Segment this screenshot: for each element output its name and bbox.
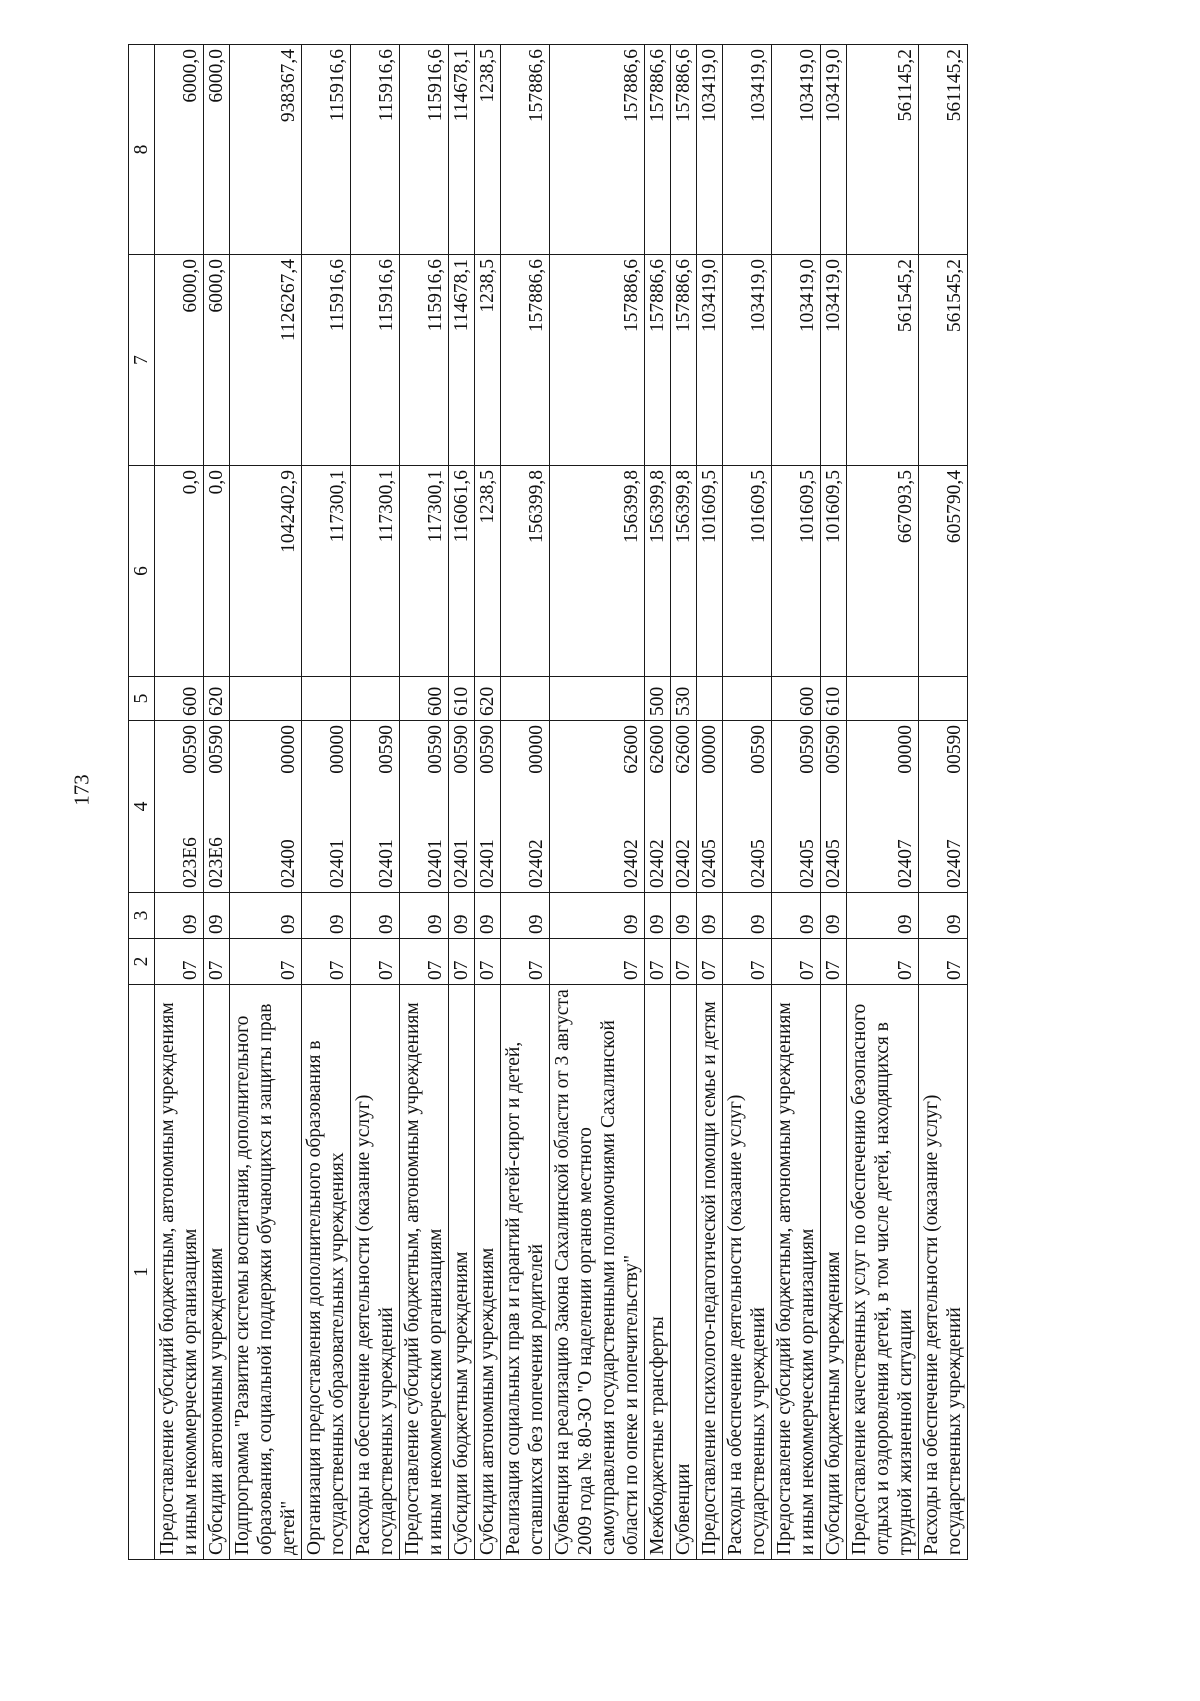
row-value-col7: 115916,6 [400,255,449,466]
target-article-code [747,725,770,888]
row-section-cell: 07 [847,939,919,985]
row-expense-type-cell: 610 [449,677,475,721]
row-value-col6: 101609,5 [821,466,847,677]
row-section-cell: 07 [351,939,400,985]
row-expense-type-cell: 600 [772,677,821,721]
row-value-col8: 103419,0 [723,45,772,255]
row-section-cell: 07 [155,939,204,985]
target-article-code [672,725,695,888]
header-cell: 8 [129,45,155,255]
row-expense-type-cell: 530 [671,677,697,721]
row-name-cell: Предоставление субсидий бюджетным, автономным учреждениям и иным некоммерческим организациям [772,985,821,1560]
row-value-col8: 103419,0 [697,45,723,255]
row-expense-type-cell [723,677,772,721]
target-article-code [277,725,300,888]
row-target-article-cell [671,721,697,893]
row-name-cell: Субсидии автономным учреждениям [204,985,230,1560]
row-name-cell: Предоставление субсидий бюджетным, автономным учреждениям и иным некоммерческим организациям [155,985,204,1560]
table-row [919,45,968,1560]
row-expense-type-cell: 620 [204,677,230,721]
target-article-direction: 00590 [944,725,965,774]
row-value-col6: 605790,4 [919,466,968,677]
target-article-program: 02402 [526,839,547,888]
row-target-article-cell [302,721,351,893]
header-row [129,45,155,1560]
row-value-col6: 156399,8 [645,466,671,677]
row-name-cell: Расходы на обеспечение деятельности (оказание услуг) государственных учреждений [919,985,968,1560]
row-value-col8: 157886,6 [645,45,671,255]
table-row [449,45,475,1560]
target-article-code [646,725,669,888]
row-value-col8: 561145,2 [847,45,919,255]
target-article-direction: 00000 [278,725,299,774]
row-target-article-cell [550,721,645,893]
row-expense-type-cell [351,677,400,721]
target-article-direction: 00590 [797,725,818,774]
target-article-direction: 00590 [206,725,227,774]
row-section-cell: 07 [550,939,645,985]
row-value-col6: 156399,8 [501,466,550,677]
row-value-col8: 938367,4 [230,45,302,255]
row-target-article-cell [645,721,671,893]
header-cell: 7 [129,255,155,466]
target-article-code [179,725,202,888]
row-value-col8: 6000,0 [204,45,230,255]
row-name-cell: Субвенция на реализацию Закона Сахалинской области от 3 августа 2009 года № 80-ЗО "О наделении органов местного самоуправления государственными полномочиями Сахалинской области по опеке и попечительству" [550,985,645,1560]
table-row [501,45,550,1560]
row-target-article-cell [501,721,550,893]
row-value-col7: 1238,5 [475,255,501,466]
target-article-program: 02401 [451,839,472,888]
row-value-col7: 6000,0 [204,255,230,466]
target-article-code [375,725,398,888]
row-target-article-cell [772,721,821,893]
row-value-col6: 101609,5 [772,466,821,677]
target-article-direction: 00590 [425,725,446,774]
table-row [230,45,302,1560]
target-article-direction: 62600 [647,725,668,774]
row-target-article-cell [155,721,204,893]
target-article-direction: 00590 [823,725,844,774]
row-value-col8: 115916,6 [351,45,400,255]
row-value-col6: 667093,5 [847,466,919,677]
row-value-col6: 117300,1 [302,466,351,677]
row-value-col8: 103419,0 [821,45,847,255]
row-value-col7: 114678,1 [449,255,475,466]
row-subsection-cell: 09 [449,893,475,939]
row-expense-type-cell [302,677,351,721]
target-article-code [476,725,499,888]
row-subsection-cell: 09 [697,893,723,939]
table-row [351,45,400,1560]
row-section-cell: 07 [821,939,847,985]
row-subsection-cell: 09 [723,893,772,939]
target-article-program: 02402 [673,839,694,888]
row-subsection-cell: 09 [550,893,645,939]
header-cell: 5 [129,677,155,721]
row-expense-type-cell: 610 [821,677,847,721]
row-section-cell: 07 [772,939,821,985]
row-subsection-cell: 09 [671,893,697,939]
row-value-col7: 115916,6 [351,255,400,466]
target-article-direction: 00590 [477,725,498,774]
target-article-code [822,725,845,888]
row-value-col6: 156399,8 [550,466,645,677]
row-section-cell: 07 [400,939,449,985]
row-value-col7: 157886,6 [501,255,550,466]
row-name-cell: Расходы на обеспечение деятельности (оказание услуг) государственных учреждений [723,985,772,1560]
row-target-article-cell [723,721,772,893]
header-cell: 6 [129,466,155,677]
target-article-program: 02402 [621,839,642,888]
target-article-program: 02401 [327,839,348,888]
target-article-code [424,725,447,888]
target-article-program: 02401 [376,839,397,888]
target-article-direction: 00000 [327,725,348,774]
row-target-article-cell [919,721,968,893]
target-article-direction: 00000 [895,725,916,774]
row-target-article-cell [351,721,400,893]
row-value-col6: 0,0 [204,466,230,677]
row-subsection-cell: 09 [919,893,968,939]
row-value-col8: 115916,6 [400,45,449,255]
table-row [475,45,501,1560]
row-value-col8: 157886,6 [671,45,697,255]
row-value-col8: 1238,5 [475,45,501,255]
row-section-cell: 07 [645,939,671,985]
row-name-cell: Организация предоставления дополнительного образования в государственных образовательных учреждениях [302,985,351,1560]
row-target-article-cell [697,721,723,893]
target-article-direction: 00000 [526,725,547,774]
row-target-article-cell [821,721,847,893]
row-target-article-cell [847,721,919,893]
row-value-col7: 103419,0 [723,255,772,466]
row-value-col8: 157886,6 [550,45,645,255]
target-article-program: 02405 [823,839,844,888]
row-value-col6: 101609,5 [697,466,723,677]
row-value-col6: 116061,6 [449,466,475,677]
row-target-article-cell [449,721,475,893]
table-row [847,45,919,1560]
row-name-cell: Расходы на обеспечение деятельности (оказание услуг) государственных учреждений [351,985,400,1560]
target-article-direction: 62600 [673,725,694,774]
target-article-code [620,725,643,888]
row-subsection-cell: 09 [204,893,230,939]
row-value-col6: 156399,8 [671,466,697,677]
row-name-cell: Межбюджетные трансферты [645,985,671,1560]
row-name-cell: Субсидии автономным учреждениям [475,985,501,1560]
row-value-col6: 101609,5 [723,466,772,677]
row-value-col6: 1238,5 [475,466,501,677]
page-number: 173 [69,774,94,806]
target-article-code [525,725,548,888]
target-article-program: 023E6 [206,837,227,888]
row-section-cell: 07 [475,939,501,985]
table-row [155,45,204,1560]
table-row [671,45,697,1560]
row-value-col8: 115916,6 [302,45,351,255]
table-row [772,45,821,1560]
row-value-col7: 115916,6 [302,255,351,466]
target-article-program: 02407 [895,839,916,888]
table-row [302,45,351,1560]
target-article-code [450,725,473,888]
target-article-direction: 00590 [180,725,201,774]
row-expense-type-cell: 600 [400,677,449,721]
row-expense-type-cell [550,677,645,721]
table-row [697,45,723,1560]
target-article-direction: 00590 [376,725,397,774]
row-value-col6: 0,0 [155,466,204,677]
row-value-col7: 157886,6 [671,255,697,466]
header-cell: 3 [129,893,155,939]
target-article-program: 02405 [748,839,769,888]
target-article-program: 02402 [647,839,668,888]
row-target-article-cell [204,721,230,893]
table-row [723,45,772,1560]
row-subsection-cell: 09 [155,893,204,939]
table-row [645,45,671,1560]
target-article-program: 02400 [278,839,299,888]
row-value-col7: 561545,2 [919,255,968,466]
row-value-col7: 6000,0 [155,255,204,466]
row-subsection-cell: 09 [645,893,671,939]
row-target-article-cell [400,721,449,893]
row-section-cell: 07 [302,939,351,985]
row-target-article-cell [230,721,302,893]
table-row [821,45,847,1560]
row-section-cell: 07 [204,939,230,985]
row-value-col8: 103419,0 [772,45,821,255]
table-row [204,45,230,1560]
row-section-cell: 07 [697,939,723,985]
row-section-cell: 07 [501,939,550,985]
row-value-col8: 561145,2 [919,45,968,255]
row-expense-type-cell: 500 [645,677,671,721]
row-subsection-cell: 09 [302,893,351,939]
header-cell: 4 [129,721,155,893]
row-subsection-cell: 09 [400,893,449,939]
target-article-code [326,725,349,888]
table-row [400,45,449,1560]
row-value-col7: 103419,0 [697,255,723,466]
row-subsection-cell: 09 [821,893,847,939]
target-article-code [943,725,966,888]
row-subsection-cell: 09 [351,893,400,939]
target-article-program: 02407 [944,839,965,888]
row-name-cell: Предоставление качественных услуг по обеспечению безопасного отдыха и оздоровления детей, в том числе детей, находящихся в трудной жизненной ситуации [847,985,919,1560]
row-subsection-cell: 09 [501,893,550,939]
row-value-col7: 157886,6 [645,255,671,466]
row-expense-type-cell [847,677,919,721]
target-article-program: 02405 [797,839,818,888]
row-section-cell: 07 [723,939,772,985]
row-value-col8: 157886,6 [501,45,550,255]
row-value-col8: 6000,0 [155,45,204,255]
row-value-col6: 117300,1 [351,466,400,677]
row-expense-type-cell: 600 [155,677,204,721]
row-value-col7: 157886,6 [550,255,645,466]
row-name-cell: Реализация социальных прав и гарантий детей-сирот и детей, оставшихся без попечения родителей [501,985,550,1560]
row-subsection-cell: 09 [230,893,302,939]
row-section-cell: 07 [230,939,302,985]
target-article-direction: 62600 [621,725,642,774]
row-name-cell: Предоставление психолого-педагогической помощи семье и детям [697,985,723,1560]
target-article-direction: 00000 [699,725,720,774]
target-article-code [205,725,228,888]
row-value-col7: 103419,0 [821,255,847,466]
row-subsection-cell: 09 [475,893,501,939]
target-article-direction: 00590 [451,725,472,774]
row-section-cell: 07 [449,939,475,985]
row-expense-type-cell [501,677,550,721]
row-subsection-cell: 09 [772,893,821,939]
table-row [550,45,645,1560]
row-value-col7: 561545,2 [847,255,919,466]
row-name-cell: Подпрограмма "Развитие системы воспитания, дополнительного образования, социальной поддержки обучающихся и защиты прав детей" [230,985,302,1560]
row-expense-type-cell [230,677,302,721]
target-article-program: 02405 [699,839,720,888]
target-article-code [796,725,819,888]
header-cell: 2 [129,939,155,985]
target-article-code [894,725,917,888]
target-article-code [698,725,721,888]
row-name-cell: Субсидии бюджетным учреждениям [821,985,847,1560]
target-article-program: 02401 [477,839,498,888]
row-name-cell: Предоставление субсидий бюджетным, автономным учреждениям и иным некоммерческим организациям [400,985,449,1560]
header-cell: 1 [129,985,155,1560]
row-value-col6: 1042402,9 [230,466,302,677]
row-section-cell: 07 [919,939,968,985]
row-expense-type-cell [919,677,968,721]
row-section-cell: 07 [671,939,697,985]
row-name-cell: Субвенции [671,985,697,1560]
budget-table [128,44,968,1560]
row-target-article-cell [475,721,501,893]
row-value-col7: 1126267,4 [230,255,302,466]
target-article-direction: 00590 [748,725,769,774]
target-article-program: 02401 [425,839,446,888]
rotated-table-container [128,45,968,1560]
row-expense-type-cell [697,677,723,721]
row-name-cell: Субсидии бюджетным учреждениям [449,985,475,1560]
row-value-col7: 103419,0 [772,255,821,466]
row-value-col8: 114678,1 [449,45,475,255]
target-article-program: 023E6 [180,837,201,888]
row-expense-type-cell: 620 [475,677,501,721]
row-value-col6: 117300,1 [400,466,449,677]
table-body [155,45,968,1560]
row-subsection-cell: 09 [847,893,919,939]
